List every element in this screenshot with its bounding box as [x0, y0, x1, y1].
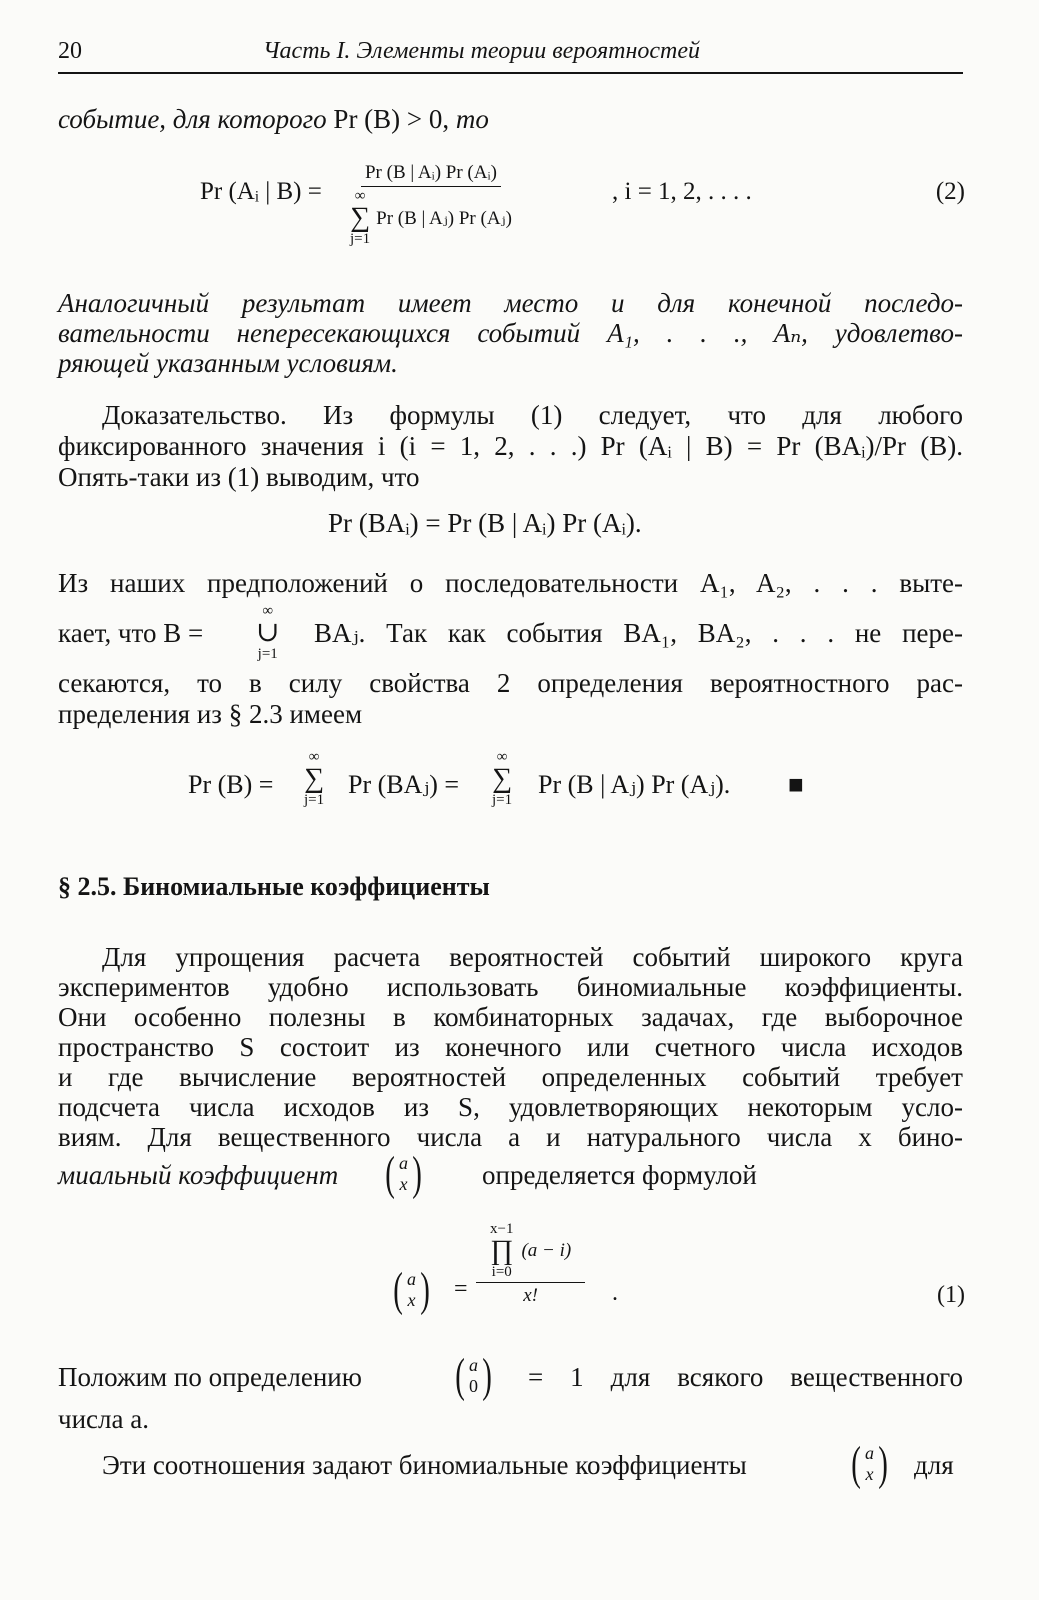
- definition-line: [58, 1147, 963, 1206]
- equation-2: [200, 160, 965, 270]
- eq2-numerator: Pr (B | Aᵢ) Pr (Aᵢ): [361, 162, 501, 187]
- binomial-top: a: [398, 1153, 408, 1174]
- theorem-intro-line: [58, 104, 489, 135]
- eq2-sum-top: ∞: [354, 188, 366, 204]
- left-paren-icon: (: [851, 1437, 861, 1490]
- eq-b-mid: Pr (BAⱼ) =: [348, 770, 460, 799]
- final-line-start: Эти соотношения задают биномиальные коэффициенты: [102, 1450, 747, 1480]
- theorem-intro-text: событие, для которого: [58, 104, 327, 134]
- eq1-binomial: [390, 1263, 433, 1316]
- section-line: экспериментов удобно использовать биномиальные коэффициенты.: [58, 972, 963, 1002]
- eq2-sum-bottom: j=1: [350, 231, 371, 247]
- binomial-final-top: a: [864, 1443, 874, 1464]
- section-line: пространство S состоит из конечного или счетного числа исходов: [58, 1032, 963, 1062]
- page-header: [58, 38, 963, 78]
- section-line: Для упрощения расчета вероятностей событий широкого круга: [102, 942, 963, 972]
- proof-paragraph-2: [58, 668, 963, 730]
- eq-b-sum-2: [492, 750, 512, 808]
- def2-start: Положим по определению: [58, 1362, 362, 1392]
- proof-line-b-end: BAⱼ. Так как события BA₁, BA₂, . . . не пере-: [314, 618, 963, 648]
- eq2-denominator: [350, 187, 512, 247]
- left-paren-icon: (: [455, 1349, 465, 1402]
- equation-1: [390, 1218, 965, 1338]
- eq1-binomial-top: a: [406, 1269, 416, 1290]
- theorem-line: вательности непересекающихся событий A₁, . . ., Aₙ, удовлетво-: [58, 318, 963, 348]
- union-operator: [256, 604, 279, 662]
- eq1-equals: =: [454, 1276, 468, 1302]
- definition-line-3: числа a.: [58, 1404, 149, 1434]
- proof-line-a: [58, 568, 963, 599]
- binomial-symbol: [382, 1147, 425, 1200]
- binomial-zero-stack: [468, 1355, 479, 1396]
- eq-b-sum-1: [304, 750, 324, 808]
- right-paren-icon: ): [420, 1263, 430, 1316]
- section-title: § 2.5. Биномиальные коэффициенты: [58, 872, 490, 901]
- proof-line: Опять-таки из (1) выводим, что: [58, 462, 420, 492]
- eq-b-lhs: Pr (B) =: [188, 770, 274, 799]
- binomial-zero-bottom: 0: [468, 1376, 478, 1396]
- section-line: подсчета числа исходов из S, удовлетворяющих некоторым усло-: [58, 1092, 963, 1122]
- sum-icon: ∑: [350, 202, 371, 233]
- union-bottom: j=1: [257, 646, 278, 662]
- qed-square-icon: ■: [788, 770, 804, 799]
- product-icon: ∏: [490, 1235, 514, 1266]
- eq-b-sum-top: ∞: [496, 749, 508, 765]
- eq2-fraction: [350, 162, 512, 247]
- proof-line: Доказательство. Из формулы (1) следует, что для любого: [102, 400, 963, 430]
- page-number: 20: [58, 38, 82, 64]
- eq1-numerator: [476, 1222, 585, 1283]
- eq-b-rhs: Pr (B | Aⱼ) Pr (Aⱼ).: [538, 770, 731, 799]
- eq-b-sum-bottom: j=1: [492, 792, 513, 808]
- proof-paragraph: [58, 400, 963, 493]
- proof-equation-b: [188, 748, 828, 828]
- eq-b-sum-bottom: j=1: [304, 792, 325, 808]
- eq-b-sum-top: ∞: [308, 749, 320, 765]
- eq1-binomial-bottom: x: [407, 1290, 416, 1310]
- theorem-intro-end: то: [455, 104, 489, 134]
- binomial-bottom: x: [399, 1174, 408, 1194]
- eq2-condition: , i = 1, 2, . . . .: [612, 178, 752, 205]
- union-icon: ∪: [256, 617, 280, 648]
- left-paren-icon: (: [393, 1263, 403, 1316]
- sum-icon: ∑: [492, 763, 513, 794]
- theorem-text: [58, 288, 963, 378]
- sum-icon: ∑: [304, 763, 325, 794]
- binomial-final-bottom: x: [865, 1464, 874, 1484]
- definition-line-2: [58, 1349, 963, 1408]
- eq1-fraction: [476, 1222, 585, 1307]
- theorem-intro-formula: Pr (B) > 0,: [333, 104, 450, 134]
- final-line: [58, 1437, 963, 1496]
- eq1-period: .: [612, 1280, 618, 1306]
- section-paragraph: [58, 942, 963, 1152]
- section-line: виям. Для вещественного числа a и натурального числа x бино-: [58, 1122, 963, 1152]
- proof-line: Из наших предположений о последовательности A₁, A₂, . . . выте-: [58, 568, 963, 598]
- proof-equation-a: Pr (BAᵢ) = Pr (B | Aᵢ) Pr (Aᵢ).: [328, 508, 642, 538]
- eq2-den-text: Pr (B | Aⱼ) Pr (Aⱼ): [376, 207, 512, 229]
- section-line: и где вычисление вероятностей определенных событий требует: [58, 1062, 963, 1092]
- proof-line-b: [58, 604, 963, 668]
- eq2-lhs: Pr (Aᵢ | B) =: [200, 178, 322, 205]
- proof-line: пределения из § 2.3 имеем: [58, 699, 363, 729]
- eq2-label: (2): [935, 178, 965, 205]
- theorem-line: ряющей указанным условиям.: [58, 348, 398, 378]
- binomial-final-symbol: [848, 1437, 891, 1490]
- binomial-stack: [398, 1153, 409, 1194]
- eq1-label: (1): [937, 1282, 965, 1308]
- eq1-product-bottom: i=0: [491, 1264, 512, 1280]
- definition-term: миальный коэффициент: [58, 1160, 339, 1190]
- eq1-denominator: x!: [523, 1285, 538, 1306]
- binomial-zero-symbol: [452, 1349, 495, 1402]
- right-paren-icon: ): [878, 1437, 888, 1490]
- header-rule: [58, 72, 963, 74]
- left-paren-icon: (: [385, 1147, 395, 1200]
- binomial-zero-top: a: [468, 1355, 478, 1376]
- right-paren-icon: ): [482, 1349, 492, 1402]
- eq1-product-operator: [490, 1222, 513, 1280]
- proof-line: секаются, то в силу свойства 2 определения вероятностного рас-: [58, 668, 963, 698]
- union-top: ∞: [262, 603, 274, 619]
- right-paren-icon: ): [412, 1147, 422, 1200]
- theorem-line: Аналогичный результат имеет место и для конечной последо-: [58, 288, 963, 318]
- section-line: Они особенно полезны в комбинаторных задачах, где выборочное: [58, 1002, 963, 1032]
- proof-line-b-start: кает, что B =: [58, 618, 204, 648]
- eq1-numerator-tail: (a − i): [521, 1240, 572, 1261]
- def2-end: = 1 для всякого вещественного: [528, 1362, 963, 1392]
- eq1-binomial-stack: [406, 1269, 417, 1310]
- final-line-end: для: [914, 1450, 954, 1480]
- proof-line: фиксированного значения i (i = 1, 2, . . .) Pr (Aᵢ | B) = Pr (BAᵢ)/Pr (B).: [58, 431, 963, 461]
- definition-end: определяется формулой: [482, 1160, 757, 1190]
- eq1-product-top: x−1: [490, 1221, 514, 1237]
- binomial-final-stack: [864, 1443, 875, 1484]
- eq2-sum-operator: [350, 189, 370, 247]
- running-title: Часть I. Элементы теории вероятностей: [263, 38, 701, 64]
